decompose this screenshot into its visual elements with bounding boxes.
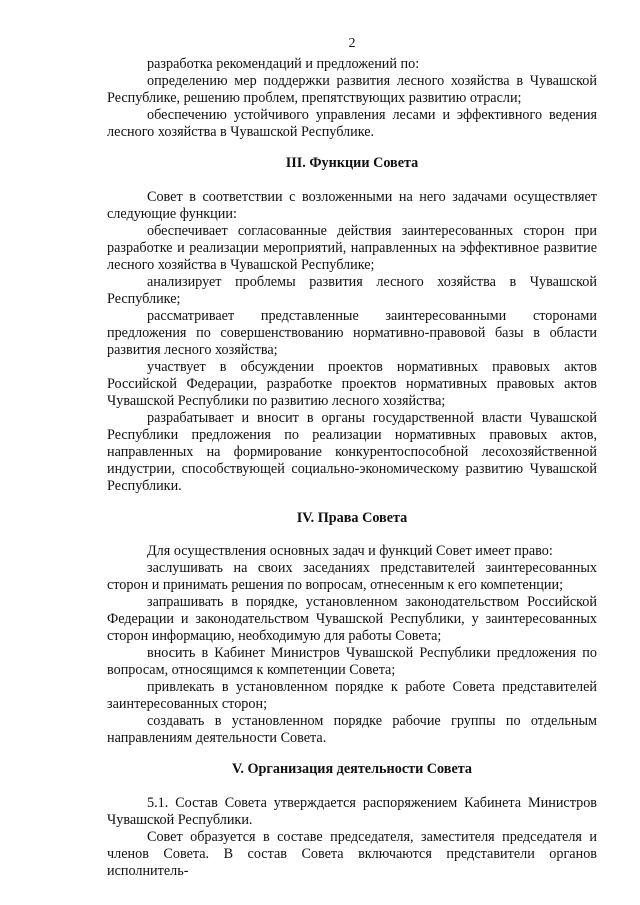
intro-paragraph-1: разработка рекомендаций и предложений по:: [147, 56, 420, 72]
section-3-paragraph-3: анализирует проблемы развития лесного хозяйства в Чувашской Республике;: [107, 274, 597, 307]
section-4-paragraph-5: привлекать в установленном порядке к работе Совета представителей заинтересованных сторон;: [107, 679, 597, 712]
section-3-paragraph-2: обеспечивает согласованные действия заинтересованных сторон при разработке и реализации мероприятий, направленных на эффективное развитие лесного хозяйства в Чувашской Республике;: [107, 223, 597, 273]
section-5-paragraph-1: 5.1. Состав Совета утверждается распоряжением Кабинета Министров Чувашской Республики.: [107, 795, 597, 828]
section-3-paragraph-5: участвует в обсуждении проектов нормативных правовых актов Российской Федерации, разработке проектов нормативных правовых актов Чувашской Республики по развитию лесного хозяйства;: [107, 359, 597, 409]
section-4-heading: IV. Права Совета: [296, 510, 408, 526]
section-3-heading: III. Функции Совета: [285, 155, 419, 171]
page-number: 2: [348, 36, 356, 51]
section-4-paragraph-6: создавать в установленном порядке рабочие группы по отдельным направлениям деятельности Совета.: [107, 713, 597, 746]
section-4-paragraph-3: запрашивать в порядке, установленном законодательством Российской Федерации и законодательством Чувашской Республики, у заинтересованных сторон информацию, необходимую для работы Совета;: [107, 594, 597, 644]
section-5-heading: V. Организация деятельности Совета: [231, 761, 472, 777]
section-4-paragraph-1: Для осуществления основных задач и функций Совет имеет право:: [147, 543, 553, 559]
intro-paragraph-2: определению мер поддержки развития лесного хозяйства в Чувашской Республике, решению проблем, препятствующих развитию отрасли;: [107, 73, 597, 106]
section-3-paragraph-4: рассматривает представленные заинтересованными сторонами предложения по совершенствованию нормативно-правовой базы в области развития лесного хозяйства;: [107, 308, 597, 358]
section-4-paragraph-4: вносить в Кабинет Министров Чувашской Республики предложения по вопросам, относящимся к компетенции Совета;: [107, 645, 597, 678]
section-4-paragraph-2: заслушивать на своих заседаниях представителей заинтересованных сторон и принимать решения по вопросам, отнесенным к его компетенции;: [107, 560, 597, 593]
section-3-paragraph-1: Совет в соответствии с возложенными на него задачами осуществляет следующие функции:: [107, 189, 597, 222]
intro-paragraph-3: обеспечению устойчивого управления лесами и эффективного ведения лесного хозяйства в Чувашской Республике.: [107, 107, 597, 140]
section-5-paragraph-2: Совет образуется в составе председателя, заместителя председателя и членов Совета. В состав Совета включаются представители органов исполнитель-: [107, 829, 597, 879]
document-page: [107, 36, 597, 880]
section-3-paragraph-6: разрабатывает и вносит в органы государственной власти Чувашской Республики предложения по реализации нормативных правовых актов, направленных на формирование конкурентоспособной лесохозяйственной индустрии, способствующей социально-экономическому развитию Чувашской Республики.: [107, 410, 597, 494]
